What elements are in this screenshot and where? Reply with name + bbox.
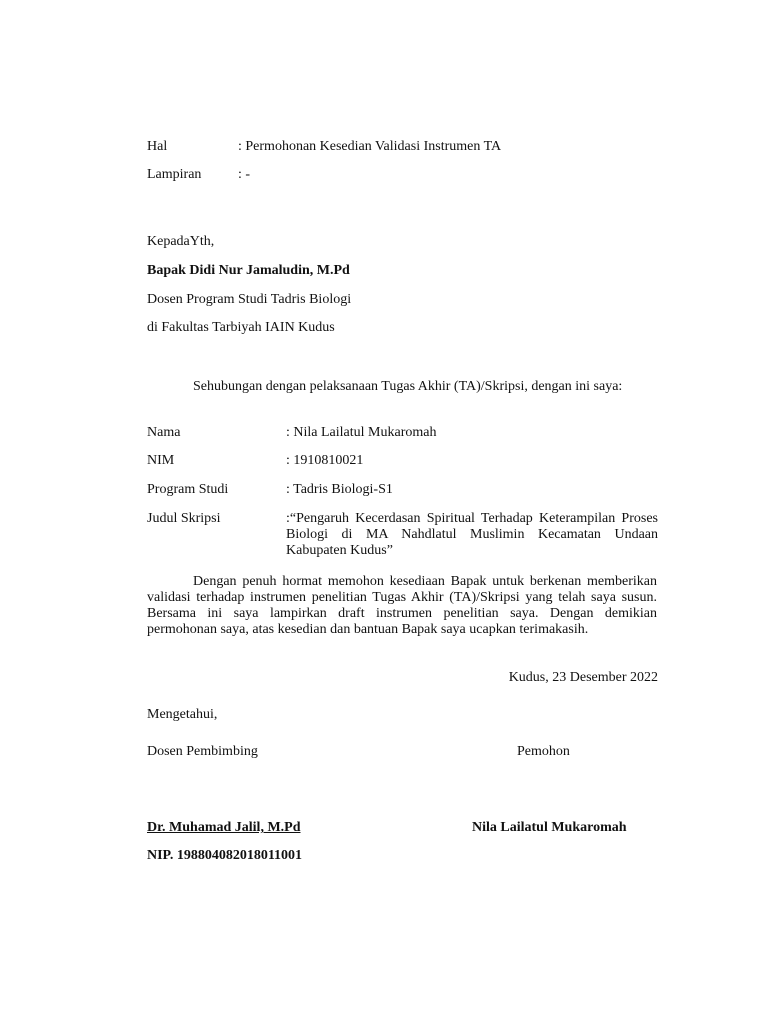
recipient-greeting: KepadaYth, <box>147 234 215 249</box>
advisor-title: Dosen Pembimbing <box>147 744 258 759</box>
recipient-position: Dosen Program Studi Tadris Biologi <box>147 292 352 307</box>
recipient-name: Bapak Didi Nur Jamaludin, M.Pd <box>147 263 350 278</box>
field-label-nama: Nama <box>147 425 181 440</box>
advisor-name: Dr. Muhamad Jalil, M.Pd <box>147 820 301 835</box>
field-label-program-studi: Program Studi <box>147 482 229 497</box>
field-value-nim: : 1910810021 <box>286 453 364 468</box>
hal-label: Hal <box>147 139 168 154</box>
field-label-nim: NIM <box>147 453 175 468</box>
lampiran-label: Lampiran <box>147 167 202 182</box>
acknowledged-label: Mengetahui, <box>147 707 218 722</box>
field-value-program-studi: : Tadris Biologi-S1 <box>286 482 393 497</box>
applicant-title: Pemohon <box>517 744 570 759</box>
advisor-nip: NIP. 198804082018011001 <box>147 848 303 863</box>
field-label-judul-skripsi: Judul Skripsi <box>147 511 221 526</box>
request-paragraph: Dengan penuh hormat memohon kesediaan Bapak untuk berkenan memberikan validasi terhadap instrumen penelitian Tugas Akhir (TA)/Skripsi yang telah saya susun. Bersama ini saya lampirkan draft instrumen penelitian saya. Dengan demikian permohonan saya, atas kesedian dan bantuan Bapak saya ucapkan terimakasih. <box>147 574 657 637</box>
recipient-institution: di Fakultas Tarbiyah IAIN Kudus <box>147 320 335 335</box>
lampiran-value: : - <box>238 167 251 182</box>
applicant-name: Nila Lailatul Mukaromah <box>472 820 627 835</box>
hal-value: : Permohonan Kesedian Validasi Instrumen TA <box>238 139 502 154</box>
field-value-judul-skripsi: :“Pengaruh Kecerdasan Spiritual Terhadap Keterampilan Proses Biologi di MA Nahdlatul Muslimin Kecamatan Undaan Kabupaten Kudus” <box>286 511 658 558</box>
field-value-nama: : Nila Lailatul Mukaromah <box>286 425 437 440</box>
place-date: Kudus, 23 Desember 2022 <box>508 670 658 685</box>
intro-paragraph: Sehubungan dengan pelaksanaan Tugas Akhir (TA)/Skripsi, dengan ini saya: <box>193 379 623 394</box>
